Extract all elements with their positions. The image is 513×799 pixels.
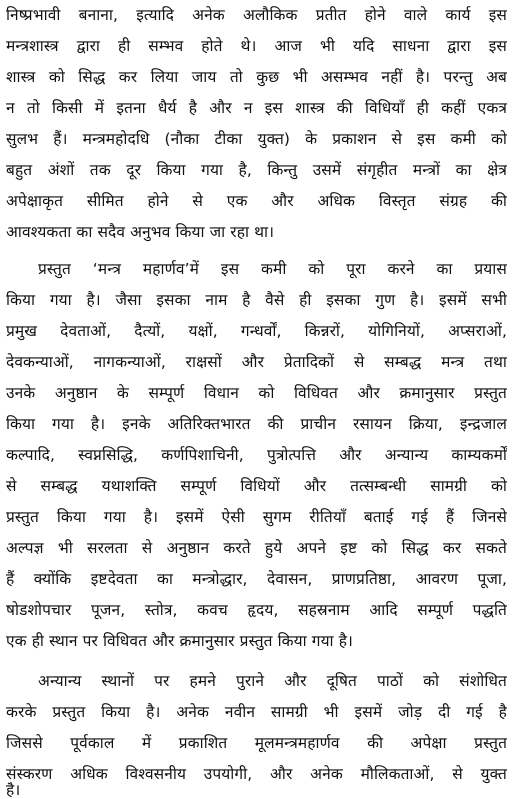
text-line: षोडशोपचार पूजन, स्तोत्र, कवच हृदय, सहस्रनाम आदि सम्पूर्ण पद्धति [6,601,507,619]
text-line: उनके अनुष्ठान के सम्पूर्ण विधान को विधिवत और क्रमानुसार प्रस्तुत [6,384,507,402]
text-line: करके प्रस्तुत किया है। अनेक नवीन सामग्री भी इसमें जोड़ दी गई है [6,703,507,721]
text-line: कल्पादि, स्वप्नसिद्धि, कर्णपिशाचिनी, पुत्रोत्पत्ति और अन्यान्य काम्यकर्मों [6,446,507,464]
text-line: किया गया है। इनके अतिरिक्तभारत की प्राचीन रसायन क्रिया, इन्द्रजाल [6,415,507,433]
text-line: देवकन्याओं, नागकन्याओं, राक्षसों और प्रेतादिकों से सम्बद्ध मन्त्र तथा [6,353,507,371]
text-line: आवश्यकता का सदैव अनुभव किया जा रहा था। [6,223,275,241]
text-line: अन्यान्य स्थानों पर हमने पुराने और दूषित पाठों को संशोधित [38,672,507,690]
text-line: से सम्बद्ध यथाशक्ति सम्पूर्ण विधियों और तत्सम्बन्धी सामग्री को [6,477,507,495]
text-line: न तो किसी में इतना धैर्य है और न इस शास्त्र की विधियाँ ही कहीं एकत्र [6,99,507,117]
text-line: निष्प्रभावी बनाना, इत्यादि अनेक अलौकिक प्रतीत होने वाले कार्य इस [6,6,507,24]
text-line: है। [6,782,21,799]
text-line: हैं क्योंकि इष्टदेवता का मन्त्रोद्धार, देवासन, प्राणप्रतिष्ठा, आवरण पूजा, [6,570,507,588]
text-line: जिससे पूर्वकाल में प्रकाशित मूलमन्त्रमहार्णव की अपेक्षा प्रस्तुत [6,734,507,752]
text-line: बहुत अंशों तक दूर किया गया है, किन्तु उसमें संगृहीत मन्त्रों का क्षेत्र [6,161,507,179]
text-line: शास्त्र को सिद्ध कर लिया जाय तो कुछ भी असम्भव नहीं है। परन्तु अब [6,68,507,86]
text-line: अपेक्षाकृत सीमित होने से एक और अधिक विस्तृत संग्रह की [6,192,507,210]
text-line: अल्पज्ञ भी सरलता से अनुष्ठान करते हुये अपने इष्ट को सिद्ध कर सकते [6,539,507,557]
text-line: एक ही स्थान पर विधिवत और क्रमानुसार प्रस्तुत किया गया है। [6,632,354,650]
text-line: संस्करण अधिक विश्वसनीय उपयोगी, और अनेक मौलिकताओं, से युक्त [6,765,507,783]
text-line: प्रमुख देवताओं, दैत्यों, यक्षों, गन्धर्वों, किन्नरों, योगिनियों, अप्सराओं, [6,322,507,340]
text-line: प्रस्तुत किया गया है। इसमें ऐसी सुगम रीतियाँ बताई गई हैं जिनसे [6,508,507,526]
text-line: सुलभ हैं। मन्त्रमहोदधि (नौका टीका युक्त) के प्रकाशन से इस कमी को [6,130,507,148]
text-line: प्रस्तुत ‘मन्त्र महार्णव’में इस कमी को पूरा करने का प्रयास [38,260,507,278]
text-line: किया गया है। जैसा इसका नाम है वैसे ही इसका गुण है। इसमें सभी [6,291,507,309]
text-line: मन्त्रशास्त्र द्वारा ही सम्भव होते थे। आज भी यदि साधना द्वारा इस [6,37,507,55]
